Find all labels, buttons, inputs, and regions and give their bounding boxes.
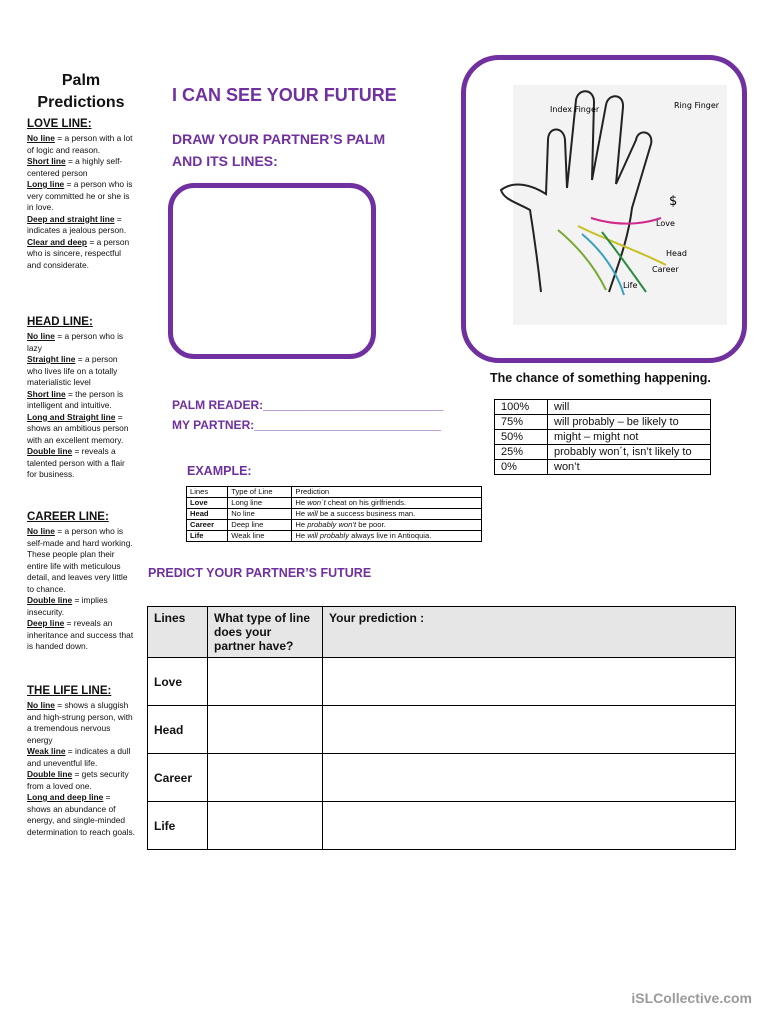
example-prediction-pre: He — [295, 509, 308, 518]
palm-label-career: Career — [652, 265, 679, 274]
chance-text: will — [548, 400, 711, 415]
sidebar-entry — [27, 446, 135, 481]
chance-row — [495, 415, 711, 430]
chance-text: might – might not — [548, 430, 711, 445]
sidebar-entry — [27, 156, 135, 179]
example-prediction-cell — [292, 520, 482, 531]
sidebar-entry — [27, 746, 135, 769]
example-prediction-post: be a success business man. — [317, 509, 416, 518]
prediction-row — [148, 754, 736, 802]
life-line-heading: THE LIFE LINE: — [27, 685, 112, 697]
example-prediction-modal: probably won’t — [307, 520, 357, 529]
palm-label-ring: Ring Finger — [674, 101, 720, 110]
drawing-box[interactable] — [168, 183, 376, 359]
chance-row — [495, 400, 711, 415]
sidebar-entry-term: Weak line — [27, 746, 66, 756]
career-line-section — [27, 510, 135, 653]
sidebar-entry-term: Double line — [27, 446, 73, 456]
sidebar-entry-desc: = a person who lives life on a totally materialistic level — [27, 354, 118, 387]
chance-percent: 50% — [495, 430, 548, 445]
example-prediction-post: cheat on his girlfriends. — [325, 498, 406, 507]
sidebar-entry-term: No line — [27, 331, 55, 341]
prediction-line-label: Head — [148, 706, 208, 754]
sidebar-entry — [27, 133, 135, 156]
example-label: EXAMPLE: — [187, 464, 252, 478]
example-prediction-pre: He — [295, 498, 308, 507]
sidebar-entry — [27, 412, 135, 447]
sidebar-entry-desc: = indicates a jealous person. — [27, 213, 127, 235]
chance-row — [495, 445, 711, 460]
sidebar-entry-term: Long line — [27, 179, 65, 189]
chance-percent: 0% — [495, 460, 548, 475]
prediction-row — [148, 802, 736, 850]
example-prediction-cell — [292, 531, 482, 542]
example-prediction-modal: will probably — [307, 531, 349, 540]
palm-label-money: $ — [669, 194, 678, 209]
sidebar-entry-desc: = reveals a talented person with a flair for business. — [27, 446, 125, 479]
sidebar-entry — [27, 700, 135, 746]
sidebar-entry — [27, 618, 135, 653]
life-line-section — [27, 684, 135, 838]
example-row — [187, 509, 482, 520]
sidebar-entry-desc: = gets security from a loved one. — [27, 769, 129, 791]
love-line-section — [27, 117, 135, 271]
prediction-header-cell: What type of line does your partner have? — [208, 607, 323, 658]
sidebar-entry-term: Deep line — [27, 618, 65, 628]
sidebar-entry — [27, 237, 135, 272]
sidebar-entry-term: Long and Straight line — [27, 411, 116, 422]
chance-table — [494, 399, 711, 475]
example-type-cell: No line — [228, 509, 292, 520]
draw-instruction-line-1: DRAW YOUR PARTNER’S PALM — [172, 131, 386, 147]
example-prediction-pre: He — [295, 531, 308, 540]
sidebar-entry-desc: = a person who is self-made and hard working. These people plan their entire life with meticulous detail, and leaves very little to chance. — [27, 526, 133, 594]
sidebar-entry-term: Short line — [27, 156, 66, 166]
example-row — [187, 531, 482, 542]
sidebar-entry-desc: = a highly self-centered person — [27, 156, 123, 178]
example-prediction-post: be poor. — [356, 520, 386, 529]
sidebar-entry-desc: = implies insecurity. — [27, 595, 108, 617]
example-line-cell: Career — [187, 520, 228, 531]
sidebar-entry-desc: = shows a sluggish and high-strung person, with a tremendous nervous energy — [27, 700, 133, 745]
example-header-cell: Prediction — [292, 487, 482, 498]
palm-reader-field[interactable]: PALM READER:___________________________ — [172, 398, 444, 412]
example-prediction-modal: won´t — [307, 498, 326, 507]
prediction-text-input[interactable] — [323, 658, 736, 706]
example-header-cell: Type of Line — [228, 487, 292, 498]
chance-percent: 25% — [495, 445, 548, 460]
sidebar-entry — [27, 214, 135, 237]
sidebar-entry-term: Clear and deep — [27, 236, 88, 247]
sidebar-entry — [27, 389, 135, 412]
prediction-text-input[interactable] — [323, 754, 736, 802]
example-type-cell: Long line — [228, 498, 292, 509]
chance-percent: 100% — [495, 400, 548, 415]
sidebar-entry — [27, 526, 135, 595]
career-line-heading: CAREER LINE: — [27, 511, 109, 523]
example-line-cell: Love — [187, 498, 228, 509]
sidebar-title: Palm Predictions — [37, 72, 125, 111]
chance-title: The chance of something happening. — [490, 371, 711, 385]
love-line-heading: LOVE LINE: — [27, 118, 92, 130]
example-type-cell: Deep line — [228, 520, 292, 531]
sidebar-entry — [27, 769, 135, 792]
sidebar-entry-desc: = a person with a lot of logic and reason. — [27, 133, 133, 155]
chance-text: will probably – be likely to — [548, 415, 711, 430]
head-line-section — [27, 315, 135, 481]
sidebar-entry-term: Short line — [27, 388, 66, 399]
predict-title: PREDICT YOUR PARTNER’S FUTURE — [148, 566, 372, 580]
chance-row — [495, 460, 711, 475]
sidebar-entry-term: No line — [27, 700, 55, 710]
sidebar-entry-term: Long and deep line — [27, 792, 104, 802]
palm-label-index: Index Finger — [550, 105, 600, 114]
sidebar-entry-term: Deep and straight line — [27, 213, 115, 224]
sidebar-entry — [27, 792, 135, 838]
prediction-type-input[interactable] — [208, 658, 323, 706]
chance-percent: 75% — [495, 415, 548, 430]
example-table — [186, 486, 482, 542]
sidebar-entry — [27, 354, 135, 389]
sidebar-entry-desc: = reveals an inheritance and success that is handed down. — [27, 618, 134, 651]
prediction-header-cell: Your prediction : — [323, 607, 736, 658]
chance-row — [495, 430, 711, 445]
prediction-header-cell: Lines — [148, 607, 208, 658]
sidebar-entry — [27, 331, 135, 354]
prediction-line-label: Career — [148, 754, 208, 802]
prediction-type-input[interactable] — [208, 754, 323, 802]
sidebar-entry — [27, 179, 135, 214]
sidebar-entry-term: No line — [27, 133, 55, 143]
draw-instruction — [172, 128, 432, 172]
sidebar-entry-desc: = a person who is very committed he or she is in love. — [27, 179, 133, 212]
example-header-cell: Lines — [187, 487, 228, 498]
prediction-line-label: Love — [148, 658, 208, 706]
example-row — [187, 498, 482, 509]
sidebar-entry-term: Straight line — [27, 354, 76, 364]
sidebar-entry-desc: = indicates a dull and uneventful life. — [27, 746, 131, 768]
page-title: I CAN SEE YOUR FUTURE — [172, 85, 397, 105]
sidebar-entry-desc: = shows an abundance of energy, and single-minded determination to reach goals. — [27, 792, 136, 837]
sidebar-entry-term: No line — [27, 526, 55, 536]
palm-image-frame — [461, 55, 747, 363]
sidebar-entry-desc: = the person is intelligent and intuitive. — [27, 388, 124, 410]
chance-text: won’t — [548, 460, 711, 475]
draw-instruction-line-2: AND ITS LINES: — [172, 153, 278, 169]
example-line-cell: Life — [187, 531, 228, 542]
example-prediction-post: always live in Antioquia. — [349, 531, 432, 540]
prediction-type-input[interactable] — [208, 802, 323, 850]
example-line-cell: Head — [187, 509, 228, 520]
prediction-row — [148, 706, 736, 754]
head-line-heading: HEAD LINE: — [27, 316, 93, 328]
example-prediction-modal: will — [307, 509, 318, 518]
footer-watermark: iSLCollective.com — [631, 990, 752, 1006]
prediction-row — [148, 658, 736, 706]
sidebar-entry-desc: = a person who is lazy — [27, 331, 124, 353]
my-partner-field[interactable]: MY PARTNER:____________________________ — [172, 418, 442, 432]
sidebar-entry-term: Double line — [27, 769, 73, 779]
prediction-line-label: Life — [148, 802, 208, 850]
sidebar-entry — [27, 595, 135, 618]
sidebar-entry-desc: = shows an ambitious person with an excellent memory. — [27, 411, 129, 445]
example-type-cell: Weak line — [228, 531, 292, 542]
example-prediction-pre: He — [295, 520, 308, 529]
palm-label-life: Life — [623, 281, 638, 290]
prediction-table — [147, 606, 736, 850]
prediction-text-input[interactable] — [323, 706, 736, 754]
chance-text: probably won´t, isn’t likely to — [548, 445, 711, 460]
sidebar-entry-desc: = a person who is sincere, respectful and considerate. — [27, 236, 130, 270]
example-row — [187, 520, 482, 531]
example-prediction-cell — [292, 509, 482, 520]
example-prediction-cell — [292, 498, 482, 509]
sidebar-entry-term: Double line — [27, 595, 73, 605]
prediction-type-input[interactable] — [208, 706, 323, 754]
prediction-text-input[interactable] — [323, 802, 736, 850]
palm-label-love: Love — [656, 219, 675, 228]
palm-illustration — [466, 60, 742, 358]
palm-label-head: Head — [666, 249, 687, 258]
